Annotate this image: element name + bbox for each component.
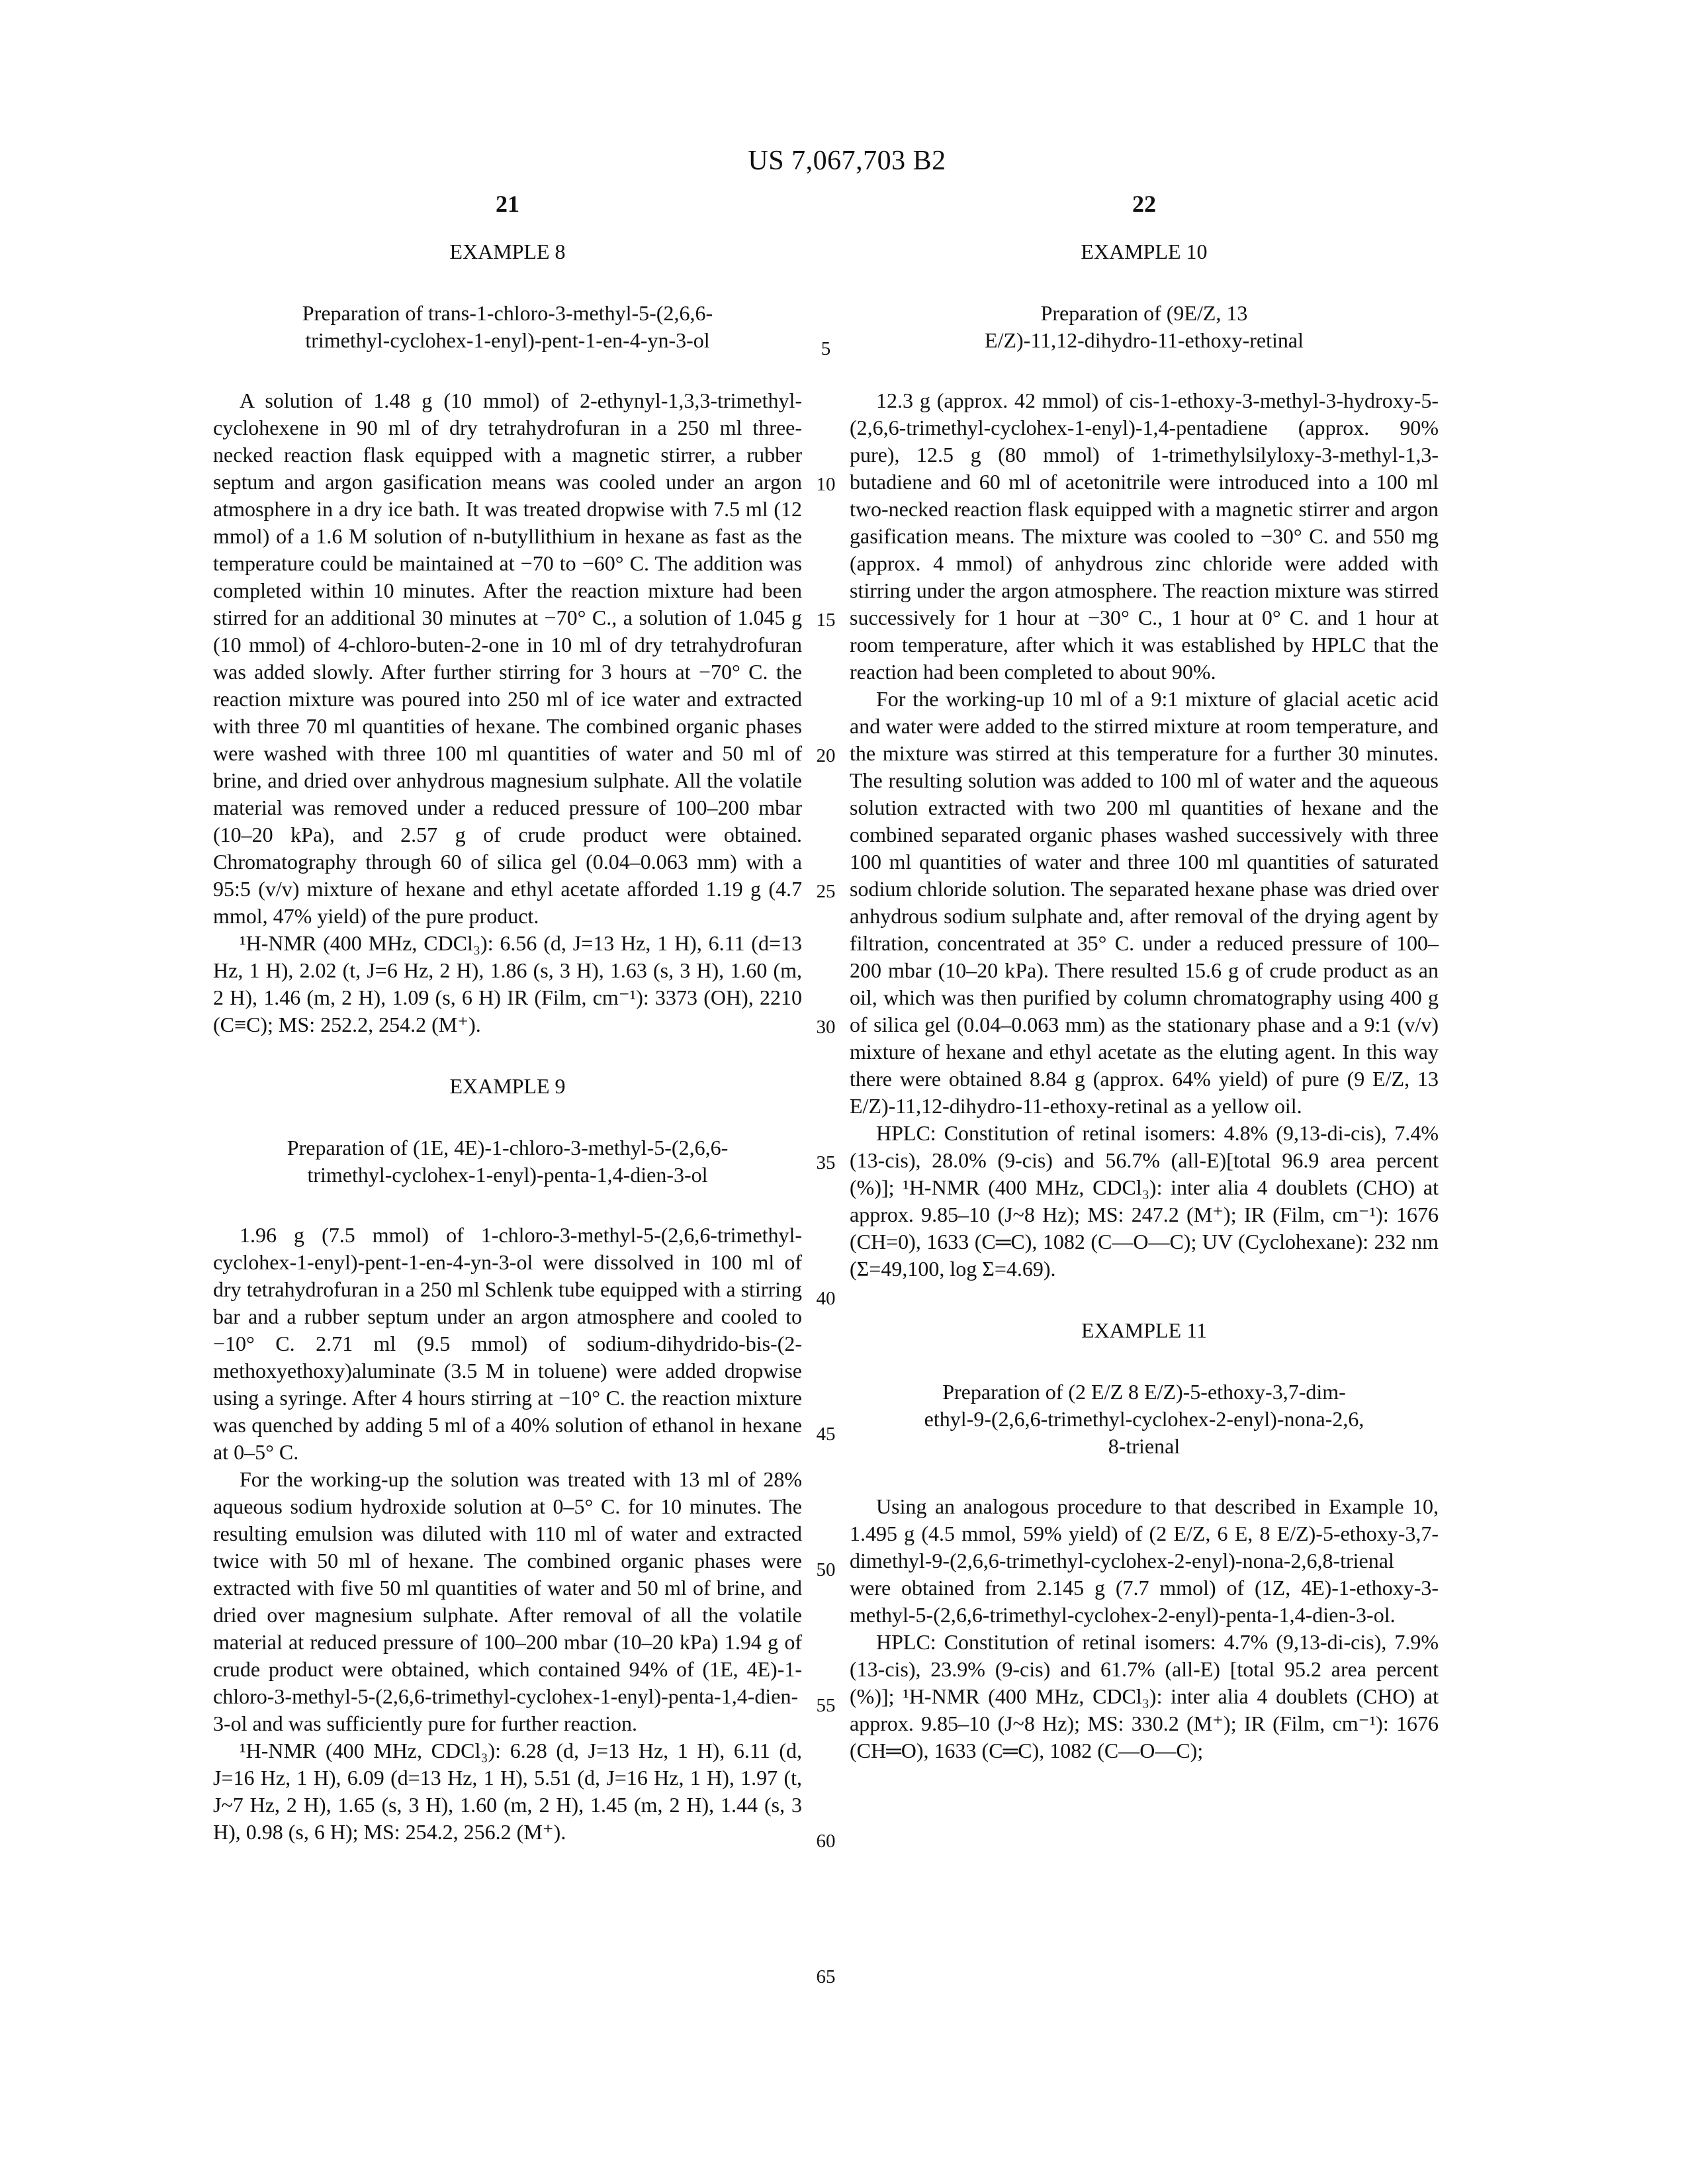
line-number: 5 [821,338,831,359]
line-number: 10 [816,474,836,495]
example-11-hplc-paragraph: HPLC: Constitution of retinal isomers: 4.7% (9,13-di-cis), 7.9% (13-cis), 23.9% (9-cis) and 61.7% (all-E) [total 95.2 area percent (%)]; ¹H-NMR (400 MHz, CDCl₃): inter alia 4 doublets (CHO) at approx. 9.85–10 (J~8 Hz); MS: 330.2 (M⁺); IR (Film, cm⁻¹): 1676 (CH═O), 1633 (C═C), 1082 (C—O—C); [850,1630,1439,1762]
line-number: 40 [816,1288,836,1309]
example-10-title: Preparation of (9E/Z, 13 E/Z)-11,12-dihydro-11-ethoxy-retinal [985,301,1304,352]
column-number-row [213,192,1439,216]
line-number: 25 [816,881,836,902]
example-9-paragraph: 1.96 g (7.5 mmol) of 1-chloro-3-methyl-5-(2,6,6-trimethyl-cyclohex-1-enyl)-pent-1-en-4-yn-3-ol were dissolved in 100 ml of dry tetrahydrofuran in a 250 ml Schlenk tube equipped with a stirring bar and a rubber septum under an argon atmosphere and cooled to −10° C. 2.71 ml (9.5 mmol) of sodium-dihydrido-bis-(2-methoxyethoxy)aluminate (3.5 M in toluene) were added dropwise using a syringe. After 4 hours stirring at −10° C. the reaction mixture was quenched by adding 5 ml of a 40% solution of ethanol in hexane at 0–5° C. [213,1223,802,1464]
column-number-spacer [802,192,850,216]
example-8-paragraph: A solution of 1.48 g (10 mmol) of 2-ethynyl-1,3,3-trimethyl-cyclohexene in 90 ml of dry tetrahydrofuran in a 250 ml three-necked reaction flask equipped with a magnetic stirrer, a rubber septum and argon gasification means was cooled under an argon atmosphere in a dry ice bath. It was treated dropwise with 7.5 ml (12 mmol) of a 1.6 M solution of n-butyllithium in hexane as fast as the temperature could be maintained at −70 to −60° C. The addition was completed within 10 minutes. After the reaction mixture had been stirred for an additional 30 minutes at −70° C., a solution of 1.045 g (10 mmol) of 4-chloro-buten-2-one in 10 ml of dry tetrahydrofuran was added slowly. After further stirring for 3 hours at −70° C. the reaction mixture was poured into 250 ml of ice water and extracted with three 70 ml quantities of hexane. The combined organic phases were washed with three 100 ml quantities of water and 50 ml of brine, and dried over anhydrous magnesium sulphate. All the volatile material was removed under a reduced pressure of 100–200 mbar (10–20 kPa), and 2.57 g of crude product were obtained. Chromatography through 60 of silica gel (0.04–0.063 mm) with a 95:5 (v/v) mixture of hexane and ethyl acetate afforded 1.19 g (4.7 mmol, 47% yield) of the pure product. [213,388,802,928]
example-9-heading: EXAMPLE 9 [449,1074,566,1098]
line-number-gutter [802,232,850,1987]
example-8-title: Preparation of trans-1-chloro-3-methyl-5-(2,6,6- trimethyl-cyclohex-1-enyl)-pent-1-en-4-yn-3-ol [302,301,713,352]
line-number: 45 [816,1424,836,1445]
line-number: 20 [816,745,836,766]
line-number: 15 [816,610,836,631]
line-number: 55 [816,1695,836,1716]
line-number: 65 [816,1966,836,1987]
example-10-heading: EXAMPLE 10 [1081,240,1208,263]
right-column [850,232,1439,1846]
example-9-nmr-paragraph: ¹H-NMR (400 MHz, CDCl₃): 6.28 (d, J=13 Hz, 1 H), 6.11 (d, J=16 Hz, 1 H), 6.09 (d=13 Hz, 1 H), 5.51 (d, J=16 Hz, 1 H), 1.97 (t, J~7 Hz, 2 H), 1.65 (s, 3 H), 1.60 (m, 2 H), 1.45 (m, 2 H), 1.44 (s, 3 H), 0.98 (s, 6 H); MS: 254.2, 256.2 (M⁺). [213,1739,802,1844]
left-column [213,232,802,1846]
example-10-workup-paragraph: For the working-up 10 ml of a 9:1 mixture of glacial acetic acid and water were added to the stirred mixture at room temperature, and the mixture was stirred at this temperature for a further 30 minutes. The resulting solution was added to 100 ml of water and the aqueous solution extracted with two 200 ml quantities of hexane and the combined separated organic phases washed successively with three 100 ml quantities of water and three 100 ml quantities of saturated sodium chloride solution. The separated hexane phase was dried over anhydrous sodium sulphate and, after removal of the drying agent by filtration, concentrated at 35° C. under a reduced pressure of 100–200 mbar (10–20 kPa). There resulted 15.6 g of crude product as an oil, which was then purified by column chromatography using 400 g of silica gel (0.04–0.063 mm) as the stationary phase and a 9:1 (v/v) mixture of hexane and ethyl acetate as the eluting agent. In this way there were obtained 8.84 g (approx. 64% yield) of pure (9 E/Z, 13 E/Z)-11,12-dihydro-11-ethoxy-retinal as a yellow oil. [850,687,1439,1118]
example-11-title: Preparation of (2 E/Z 8 E/Z)-5-ethoxy-3,7-dim- ethyl-9-(2,6,6-trimethyl-cyclohex-2-enyl)-nona-2,6, 8-trienal [924,1380,1364,1458]
example-8-heading: EXAMPLE 8 [449,240,566,263]
column-number-left: 21 [496,191,519,217]
example-11-heading: EXAMPLE 11 [1081,1318,1207,1342]
example-11-paragraph: Using an analogous procedure to that described in Example 10, 1.495 g (4.5 mmol, 59% yield) of (2 E/Z, 6 E, 8 E/Z)-5-ethoxy-3,7-dimethyl-9-(2,6,6-trimethyl-cyclohex-2-enyl)-nona-2,6,8-trienal were obtained from 2.145 g (7.7 mmol) of (1Z, 4E)-1-ethoxy-3-methyl-5-(2,6,6-trimethyl-cyclohex-2-enyl)-penta-1,4-dien-3-ol. [850,1494,1439,1627]
example-10-paragraph: 12.3 g (approx. 42 mmol) of cis-1-ethoxy-3-methyl-3-hydroxy-5-(2,6,6-trimethyl-cyclohex-1-enyl)-1,4-pentadiene (approx. 90% pure), 12.5 g (80 mmol) of 1-trimethylsilyloxy-3-methyl-1,3-butadiene and 60 ml of acetonitrile were introduced into a 100 ml two-necked reaction flask equipped with a magnetic stirrer and argon gasification means. The mixture was cooled to −30° C. and 550 mg (approx. 4 mmol) of anhydrous zinc chloride were added with stirring under the argon atmosphere. The reaction mixture was stirred successively for 1 hour at −30° C., 1 hour at 0° C. and 1 hour at room temperature, after which it was established by HPLC that the reaction had been completed to about 90%. [850,388,1439,684]
page-content [213,191,1439,1987]
line-number: 60 [816,1831,836,1852]
example-10-hplc-paragraph: HPLC: Constitution of retinal isomers: 4.8% (9,13-di-cis), 7.4% (13-cis), 28.0% (9-cis) and 56.7% (all-E)[total 96.9 area percent (%)]; ¹H-NMR (400 MHz, CDCl₃): inter alia 4 doublets (CHO) at approx. 9.85–10 (J~8 Hz); MS: 247.2 (M⁺); IR (Film, cm⁻¹): 1676 (CH=0), 1633 (C═C), 1082 (C—O—C); UV (Cyclohexane): 232 nm (Σ=49,100, log Σ=4.69). [850,1121,1439,1281]
line-number: 30 [816,1017,836,1038]
example-8-nmr-paragraph: ¹H-NMR (400 MHz, CDCl₃): 6.56 (d, J=13 Hz, 1 H), 6.11 (d=13 Hz, 1 H), 2.02 (t, J=6 Hz, 2 H), 1.86 (s, 3 H), 1.63 (s, 3 H), 1.60 (m, 2 H), 1.46 (m, 2 H), 1.09 (s, 6 H) IR (Film, cm⁻¹): 3373 (OH), 2210 (C≡C); MS: 252.2, 254.2 (M⁺). [213,931,802,1036]
column-number-right: 22 [1132,191,1156,217]
two-column-body [213,232,1439,1987]
patent-number: US 7,067,703 B2 [748,146,946,176]
line-number: 35 [816,1152,836,1173]
line-number: 50 [816,1559,836,1580]
example-9-workup-paragraph: For the working-up the solution was treated with 13 ml of 28% aqueous sodium hydroxide solution at 0–5° C. for 10 minutes. The resulting emulsion was diluted with 110 ml of water and extracted twice with 50 ml of hexane. The combined organic phases were extracted with five 50 ml quantities of water and 50 ml of brine, and dried over magnesium sulphate. After removal of all the volatile material at reduced pressure of 100–200 mbar (10–20 kPa) 1.94 g of crude product were obtained, which contained 94% of (1E, 4E)-1-chloro-3-methyl-5-(2,6,6-trimethyl-cyclohex-1-enyl)-penta-1,4-dien-3-ol and was sufficiently pure for further reaction. [213,1467,802,1735]
example-9-title: Preparation of (1E, 4E)-1-chloro-3-methyl-5-(2,6,6- trimethyl-cyclohex-1-enyl)-penta-1,4-dien-3-ol [287,1136,729,1187]
